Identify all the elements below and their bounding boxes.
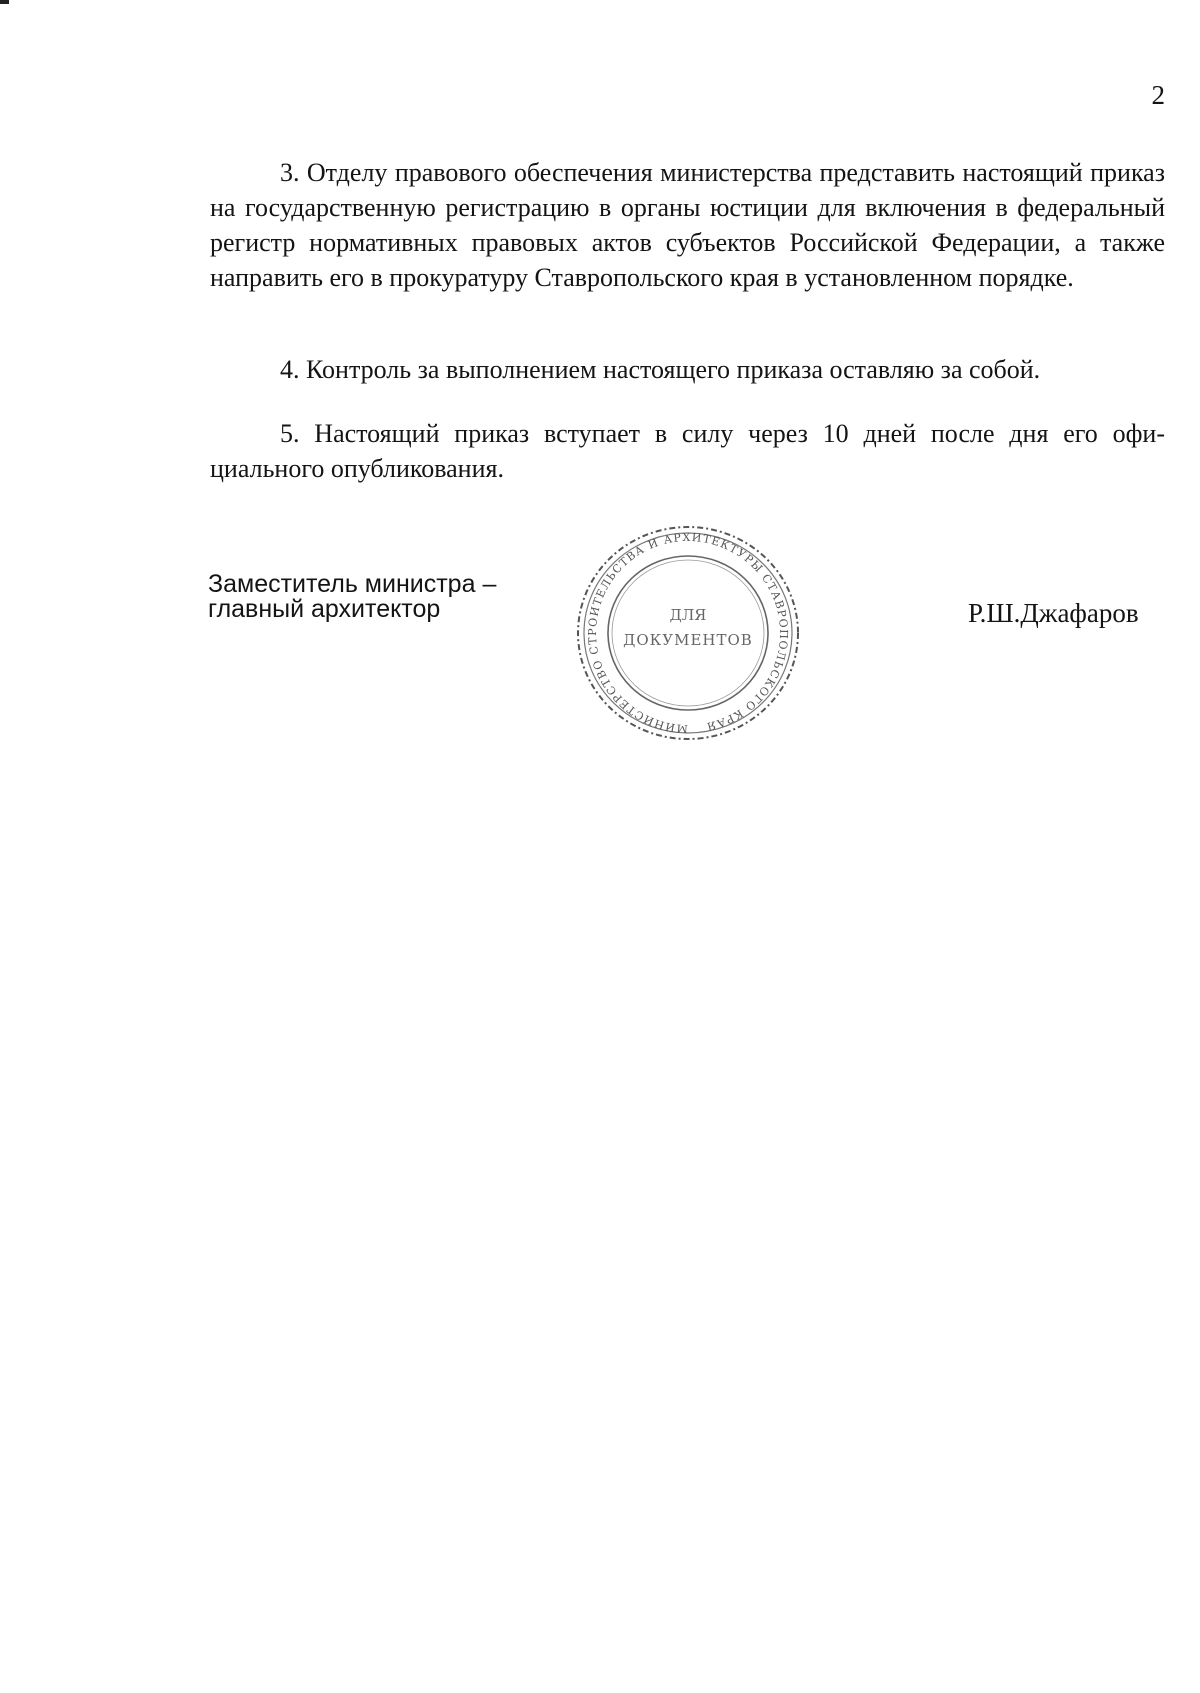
scan-artifact-mark [0,0,9,4]
seal-center-line-1: ДЛЯ [669,606,707,624]
official-seal-icon [568,520,808,750]
paragraph-3: 3. Отделу правового обеспечения министерства представить настоящий приказ на государственную регистрацию в органы юстиции для включения в федеральный регистр нормативных правовых актов субъектов Российской Федерации, а также направить его в прокуратуру Ставропольского края в установленном порядке. [210,158,1165,292]
signatory-title-line-2: главный архитектор [208,595,441,623]
seal-center-line-2: ДОКУМЕНТОВ [623,631,753,649]
paragraph-4: 4. Контроль за выполнением настоящего приказа оставляю за собой. [280,355,1041,384]
paragraph-5: 5. Настоящий приказ вступает в силу через 10 дней после дня его официального опубликования. [210,419,1165,483]
page-number: 2 [1151,80,1165,110]
signatory-title [208,572,496,622]
signatory-title-line-1: Заместитель министра – [208,570,497,598]
signatory-name: Р.Ш.Джафаров [968,598,1139,628]
seal-ring-text: МИНИСТЕРСТВО СТРОИТЕЛЬСТВА И АРХИТЕКТУРЫ СТАВРОПОЛЬСКОГО КРАЯ [585,530,791,736]
